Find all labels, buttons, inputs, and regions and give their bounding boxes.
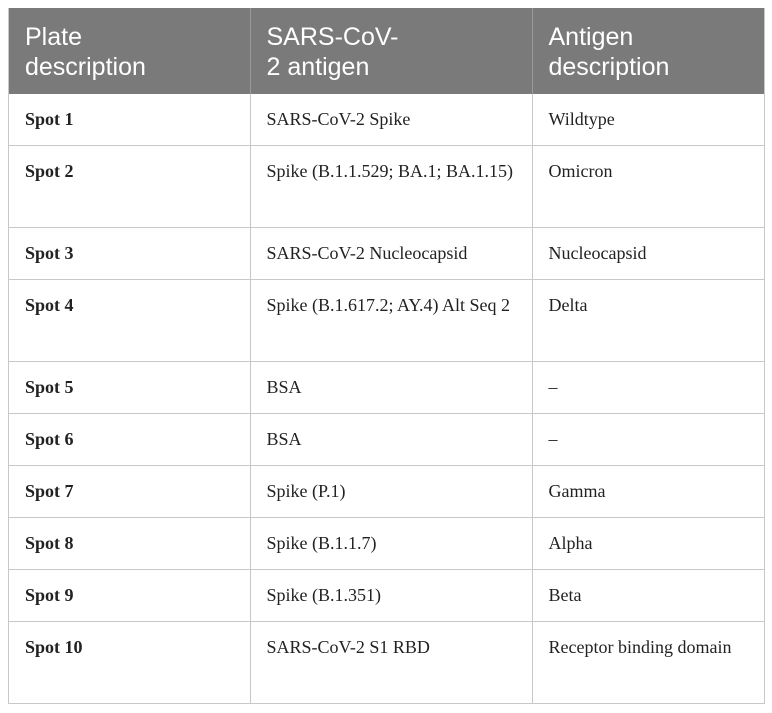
- table-row: [9, 362, 764, 414]
- antigen-table: [8, 8, 765, 704]
- table-row: [9, 570, 764, 622]
- description-cell: Gamma: [532, 466, 764, 518]
- plate-cell: Spot 2: [9, 146, 250, 228]
- description-cell: Alpha: [532, 518, 764, 570]
- antigen-cell: SARS-CoV-2 Nucleocapsid: [250, 228, 532, 280]
- table-row: [9, 414, 764, 466]
- table-row: [9, 518, 764, 570]
- table-row: [9, 466, 764, 518]
- header-sars-cov-2-antigen: [250, 8, 532, 94]
- plate-cell: Spot 7: [9, 466, 250, 518]
- antigen-cell: SARS-CoV-2 Spike: [250, 94, 532, 146]
- plate-cell: Spot 3: [9, 228, 250, 280]
- antigen-cell: Spike (B.1.351): [250, 570, 532, 622]
- header-antigen-description: [532, 8, 764, 94]
- plate-cell: Spot 9: [9, 570, 250, 622]
- plate-cell: Spot 8: [9, 518, 250, 570]
- description-cell: –: [532, 362, 764, 414]
- description-cell: Receptor binding domain: [532, 622, 764, 704]
- description-cell: –: [532, 414, 764, 466]
- antigen-cell: Spike (B.1.1.529; BA.1; BA.1.15): [250, 146, 532, 228]
- antigen-cell: Spike (B.1.617.2; AY.4) Alt Seq 2: [250, 280, 532, 362]
- description-cell: Omicron: [532, 146, 764, 228]
- description-cell: Nucleocapsid: [532, 228, 764, 280]
- header-description-line1: Antigen: [548, 23, 634, 51]
- description-cell: Beta: [532, 570, 764, 622]
- header-plate-line1: Plate: [25, 23, 82, 51]
- antigen-cell: Spike (B.1.1.7): [250, 518, 532, 570]
- header-plate-description: [9, 8, 250, 94]
- plate-cell: Spot 6: [9, 414, 250, 466]
- header-description-line2: description: [548, 53, 670, 81]
- antigen-cell: Spike (P.1): [250, 466, 532, 518]
- antigen-cell: BSA: [250, 414, 532, 466]
- antigen-cell: BSA: [250, 362, 532, 414]
- description-cell: Wildtype: [532, 94, 764, 146]
- antigen-cell: SARS-CoV-2 S1 RBD: [250, 622, 532, 704]
- table-row: [9, 146, 764, 228]
- plate-cell: Spot 1: [9, 94, 250, 146]
- plate-cell: Spot 4: [9, 280, 250, 362]
- table-row: [9, 94, 764, 146]
- antigen-table-grid: [9, 8, 764, 704]
- header-plate-line2: description: [25, 53, 146, 81]
- header-antigen-line2: 2 antigen: [266, 53, 370, 81]
- table-row: [9, 228, 764, 280]
- plate-cell: Spot 5: [9, 362, 250, 414]
- table-row: [9, 622, 764, 704]
- header-antigen-line1: SARS-CoV-: [266, 23, 399, 51]
- plate-cell: Spot 10: [9, 622, 250, 704]
- table-row: [9, 280, 764, 362]
- description-cell: Delta: [532, 280, 764, 362]
- header-row: [9, 8, 764, 94]
